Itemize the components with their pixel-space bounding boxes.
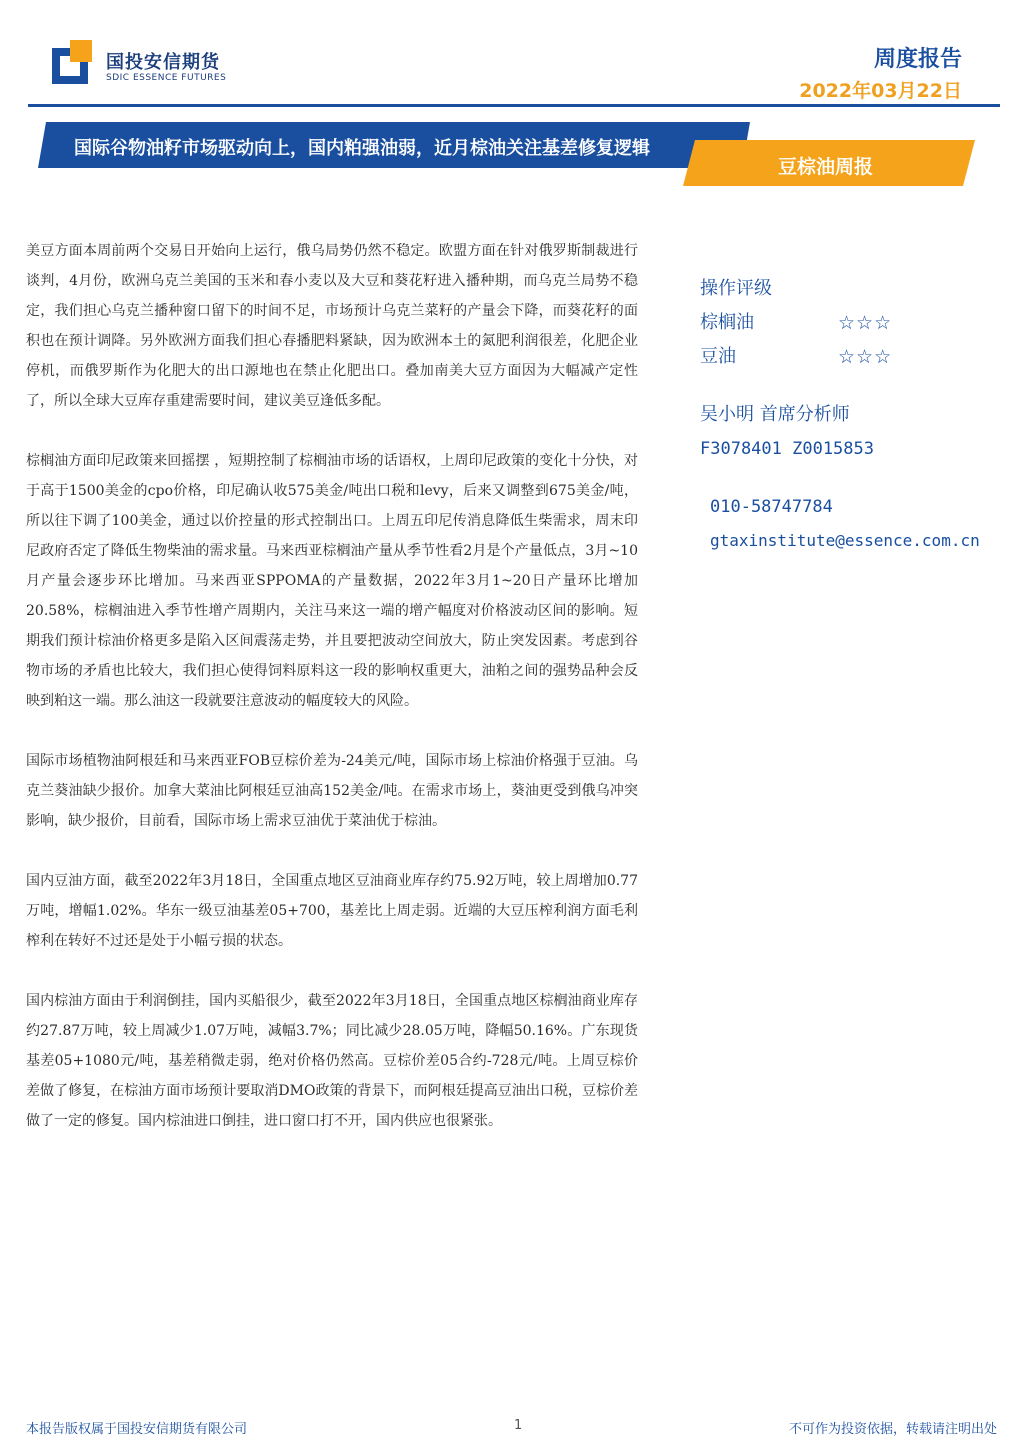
company-logo-icon xyxy=(52,40,100,84)
contact-info xyxy=(700,490,1020,558)
paragraph-international-market: 国际市场植物油阿根廷和马来西亚FOB豆棕价差为-24美元/吨，国际市场上棕油价格强于豆油。乌克兰葵油缺少报价。加拿大菜油比阿根廷豆油高152美金/吨。在需求市场上，葵油更受到俄乌冲突影响，缺少报价，目前看，国际市场上需求豆油优于菜油优于棕油。 xyxy=(26,753,638,829)
report-type: 周度报告 xyxy=(873,47,962,72)
contact-phone: 010-58747784 xyxy=(710,497,833,517)
rating-row-soy xyxy=(700,340,1020,374)
paragraph-domestic-soy-oil: 国内豆油方面，截至2022年3月18日，全国重点地区豆油商业库存约75.92万吨，较上周增加0.77万吨，增幅1.02%。华东一级豆油基差05+700，基差比上周走弱。近端的大豆压榨利润方面毛利榨利在转好不过还是处于小幅亏损的状态。 xyxy=(26,873,638,949)
analyst-name: 吴小明 首席分析师 xyxy=(700,404,850,425)
rating-label: 棕榈油 xyxy=(700,312,754,333)
star-rating-icon: ☆☆☆ xyxy=(838,346,893,368)
company-name-en: SDIC ESSENCE FUTURES xyxy=(106,73,227,83)
rating-row-palm xyxy=(700,306,1020,340)
footer-disclaimer: 不可作为投资依据，转载请注明出处 xyxy=(788,1422,997,1437)
report-body xyxy=(26,236,638,1166)
report-tag: 豆棕油周报 xyxy=(778,156,874,178)
paragraph-palm-oil: 棕榈油方面印尼政策来回摇摆 ，短期控制了棕榈油市场的话语权，上周印尼政策的变化十分快，对于高于1500美金的cpo价格，印尼确认收575美金/吨出口税和levy，后来又调整到675美金/吨，所以往下调了100美金，通过以价控量的形式控制出口。上周五印尼传消息降低生柴需求，周末印尼政府否定了降低生物柴油的需求量。马来西亚棕榈油产量从季节性看2月是个产量低点，3月~10月产量会逐步环比增加。马来西亚SPPOMA的产量数据，2022年3月1~20日产量环比增加20.58%，棕榈油进入季节性增产周期内，关注马来这一端的增产幅度对价格波动区间的影响。短期我们预计棕油价格更多是陷入区间震荡走势，并且要把波动空间放大，防止突发因素。考虑到谷物市场的矛盾也比较大，我们担心使得饲料原料这一段的影响权重更大，油粕之间的强势品种会反映到粕这一端。那么油这一段就要注意波动的幅度较大的风险。 xyxy=(26,453,638,709)
contact-email[interactable]: gtaxinstitute@essence.com.cn xyxy=(710,531,980,550)
star-rating-icon: ☆☆☆ xyxy=(838,312,893,334)
page-footer xyxy=(0,1418,1025,1442)
report-header xyxy=(0,0,1025,110)
analyst-license: F3078401 Z0015853 xyxy=(700,439,874,459)
company-name-cn: 国投安信期货 xyxy=(106,52,220,73)
rating-title: 操作评级 xyxy=(700,278,772,299)
report-date: 2022年03月22日 xyxy=(799,80,962,102)
paragraph-us-soybean: 美豆方面本周前两个交易日开始向上运行，俄乌局势仍然不稳定。欧盟方面在针对俄罗斯制裁进行谈判，4月份，欧洲乌克兰美国的玉米和春小麦以及大豆和葵花籽进入播种期，而乌克兰局势不稳定，我们担心乌克兰播种窗口留下的时间不足，市场预计乌克兰菜籽的产量会下降，而葵花籽的面积也在预计调降。另外欧洲方面我们担心春播肥料紧缺，因为欧洲本土的氮肥利润很差，化肥企业停机，而俄罗斯作为化肥大的出口源地也在禁止化肥出口。叠加南美大豆方面因为大幅减产定性了，所以全球大豆库存重建需要时间，建议美豆逢低多配。 xyxy=(26,243,638,409)
rating-label: 豆油 xyxy=(700,346,736,367)
header-divider xyxy=(28,104,1000,107)
page-number: 1 xyxy=(514,1418,523,1433)
paragraph-domestic-palm-oil: 国内棕油方面由于利润倒挂，国内买船很少，截至2022年3月18日，全国重点地区棕榈油商业库存约27.87万吨，较上周减少1.07万吨，减幅3.7%；同比减少28.05万吨，降幅50.16%。广东现货基差05+1080元/吨，基差稍微走弱，绝对价格仍然高。豆棕价差05合约-728元/吨。上周豆棕价差做了修复，在棕油方面市场预计要取消DMO政策的背景下，而阿根廷提高豆油出口税，豆棕价差做了一定的修复。国内棕油进口倒挂，进口窗口打不开，国内供应也很紧张。 xyxy=(26,993,638,1129)
sidebar xyxy=(700,272,1020,558)
report-title: 国际谷物油籽市场驱动向上，国内粕强油弱，近月棕油关注基差修复逻辑 xyxy=(74,138,650,159)
footer-copyright: 本报告版权属于国投安信期货有限公司 xyxy=(26,1422,248,1437)
